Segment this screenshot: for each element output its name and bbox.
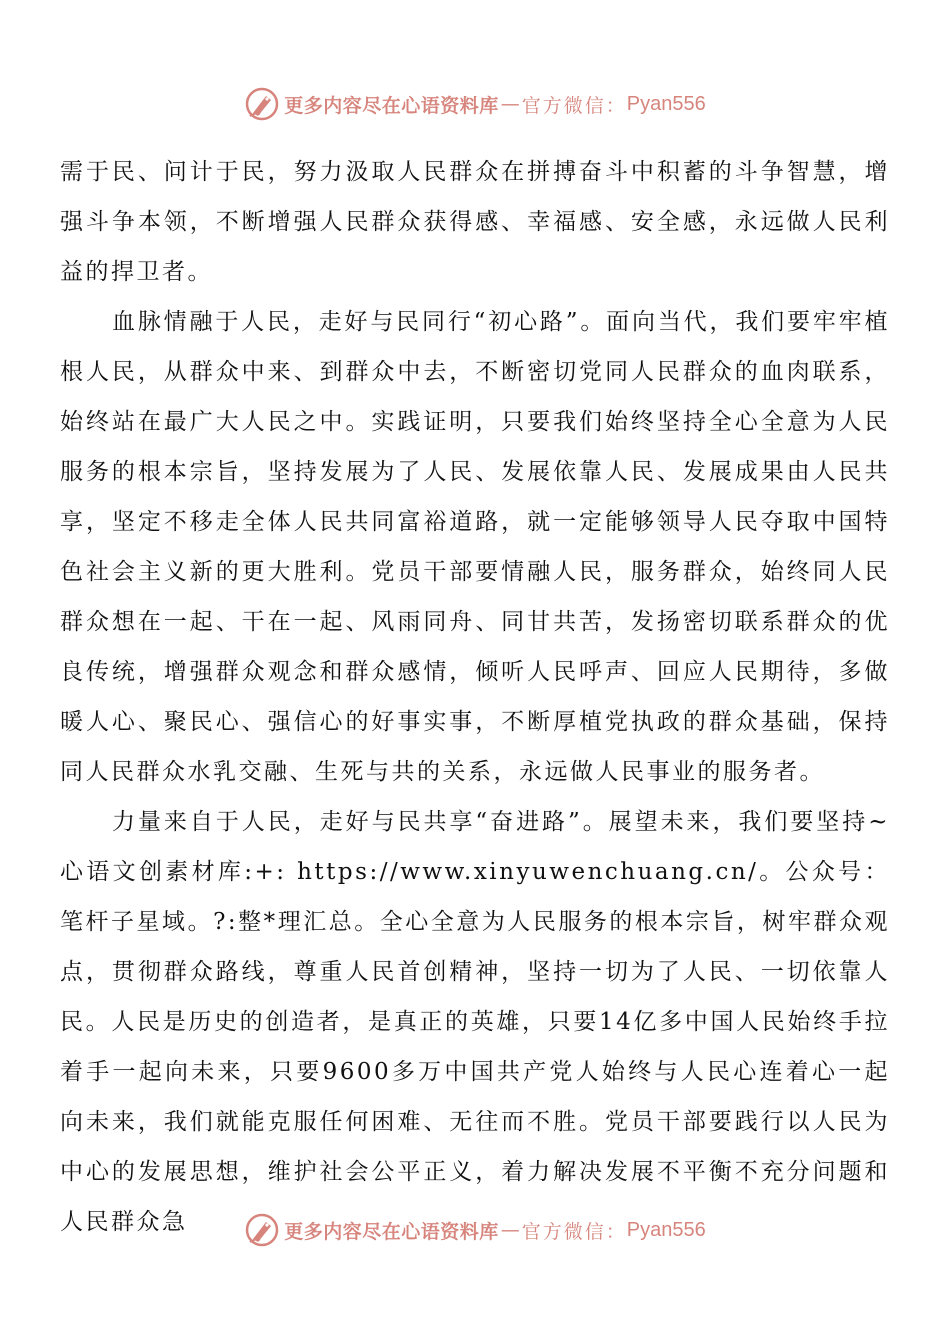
pen-nib-icon — [244, 86, 280, 122]
paragraph-2: 血脉情融于人民，走好与民同行“初心路”。面向当代，我们要牢牢植根人民，从群众中来、到群众中去，不断密切党同人民群众的血肉联系，始终站在最广大人民之中。实践证明，只要我们始终坚持全心全意为人民服务的根本宗旨，坚持发展为了人民、发展依靠人民、发展成果由人民共享，坚定不移走全体人民共同富裕道路，就一定能够领导人民夺取中国特色社会主义新的更大胜利。党员干部要情融人民，服务群众，始终同人民群众想在一起、干在一起、风雨同舟、同甘共苦，发扬密切联系群众的优良传统，增强群众观念和群众感情，倾听人民呼声、回应人民期待，多做暖人心、聚民心、强信心的好事实事，不断厚植党执政的群众基础，保持同人民群众水乳交融、生死与共的关系，永远做人民事业的服务者。 — [60, 309, 890, 785]
header-watermark — [0, 84, 950, 124]
watermark-brand: 更多内容尽在心语资料库 — [284, 94, 499, 117]
watermark-wechat-label: 官方微信： — [521, 1220, 627, 1243]
document-body — [60, 147, 890, 1247]
watermark-dash: — — [500, 93, 520, 115]
watermark-dash: — — [500, 1219, 520, 1241]
paragraph-1: 需于民、问计于民，努力汲取人民群众在拼搏奋斗中积蓄的斗争智慧，增强斗争本领，不断增强人民群众获得感、幸福感、安全感，永远做人民利益的捍卫者。 — [60, 159, 890, 285]
paragraph-3: 力量来自于人民，走好与民共享“奋进路”。展望未来，我们要坚持~心语文创素材库:+: https://www.xinyuwenchuang.cn/。公众号：笔杆子星域。?:整*理汇总。全心全意为人民服务的根本宗旨，树牢群众观点，贯彻群众路线，尊重人民首创精神，坚持一切为了人民、一切依靠人民。人民是历史的创造者，是真正的英雄，只要14亿多中国人民始终手拉着手一起向未来，只要9600多万中国共产党人始终与人民心连着心一起向未来，我们就能克服任何困难、无往而不胜。党员干部要践行以人民为中心的发展思想，维护社会公平正义，着力解决发展不平衡不充分问题和人民群众急 — [60, 809, 890, 1235]
watermark-wechat-id: Pyan556 — [626, 92, 706, 115]
footer-watermark — [0, 1210, 950, 1250]
watermark-wechat-id: Pyan556 — [626, 1218, 706, 1241]
watermark-brand: 更多内容尽在心语资料库 — [284, 1220, 499, 1243]
pen-nib-icon — [244, 1212, 280, 1248]
watermark-wechat-label: 官方微信： — [521, 94, 627, 117]
